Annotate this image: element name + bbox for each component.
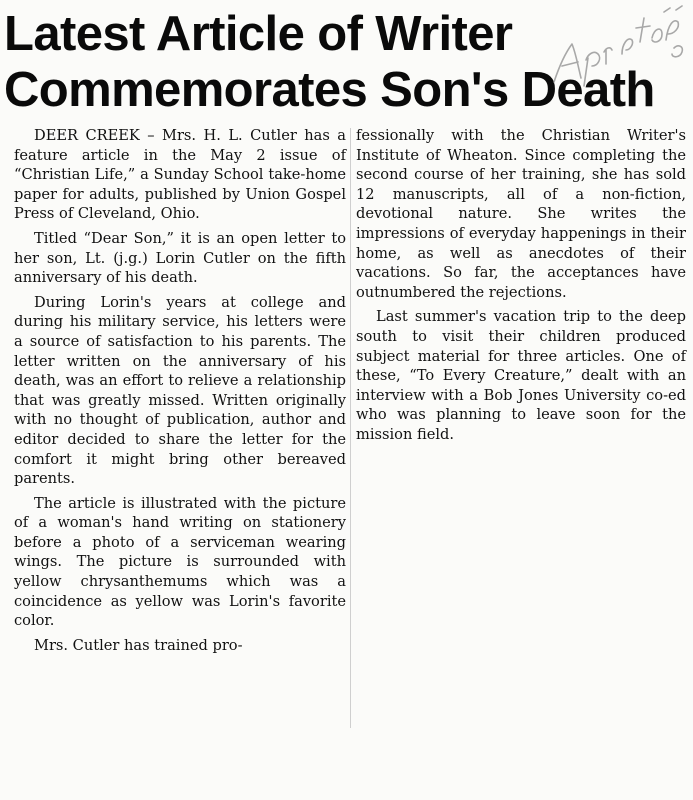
- paragraph-text: Mrs. H. L. Cutler has a feature article in the May 2 issue of “Christian Life,” a Sunday School take-home paper for adults, published by Union Gospel Press of Cleveland, Ohio.: [14, 127, 347, 223]
- article-right-column: [356, 126, 686, 450]
- article-paragraph: Mrs. Cutler has trained pro-: [34, 636, 243, 654]
- article-paragraph: [14, 126, 346, 224]
- article-paragraph: The article is illustrated with the picture of a woman's hand writing on stationery before a photo of a serviceman wearing wings. The picture is surrounded with yellow chrysanthemums which was a coincidence as yellow was Lorin's favorite color.: [14, 494, 346, 630]
- article-paragraph: Last summer's vacation trip to the deep south to visit their children produced subject material for three articles. One of these, “To Every Creature,” dealt with an interview with a Bob Jones University co-ed who was planning to leave soon for the mission field.: [356, 308, 686, 443]
- handwritten-date-note: [548, 4, 693, 94]
- column-rule: [350, 128, 351, 728]
- article-paragraph: Titled “Dear Son,” it is an open letter to her son, Lt. (j.g.) Lorin Cutler on the fifth anniversary of his death.: [14, 229, 346, 287]
- dateline: DEER CREEK –: [34, 127, 155, 144]
- article-left-column: [14, 126, 346, 660]
- headline-line-2: Commemorates Son's Death: [4, 63, 655, 117]
- article-paragraph-continued: fessionally with the Christian Writer's Institute of Wheaton. Since completing the second course of her training, she has sold 12 manuscripts, all of a non-fiction, devotional nature. She writes the impressions of everyday happenings in their home, as well as anecdotes of their vacations. So far, the acceptances have outnumbered the rejections.: [356, 127, 686, 301]
- headline-line-1: Latest Article of Writer: [4, 7, 513, 61]
- article-paragraph: During Lorin's years at college and during his military service, his letters were a source of satisfaction to his parents. The letter written on the anniversary of his death, was an effort to relieve a relationship that was greatly missed. Written originally with no thought of publication, author and editor decided to share the letter for the comfort it might bring other bereaved parents.: [14, 293, 346, 488]
